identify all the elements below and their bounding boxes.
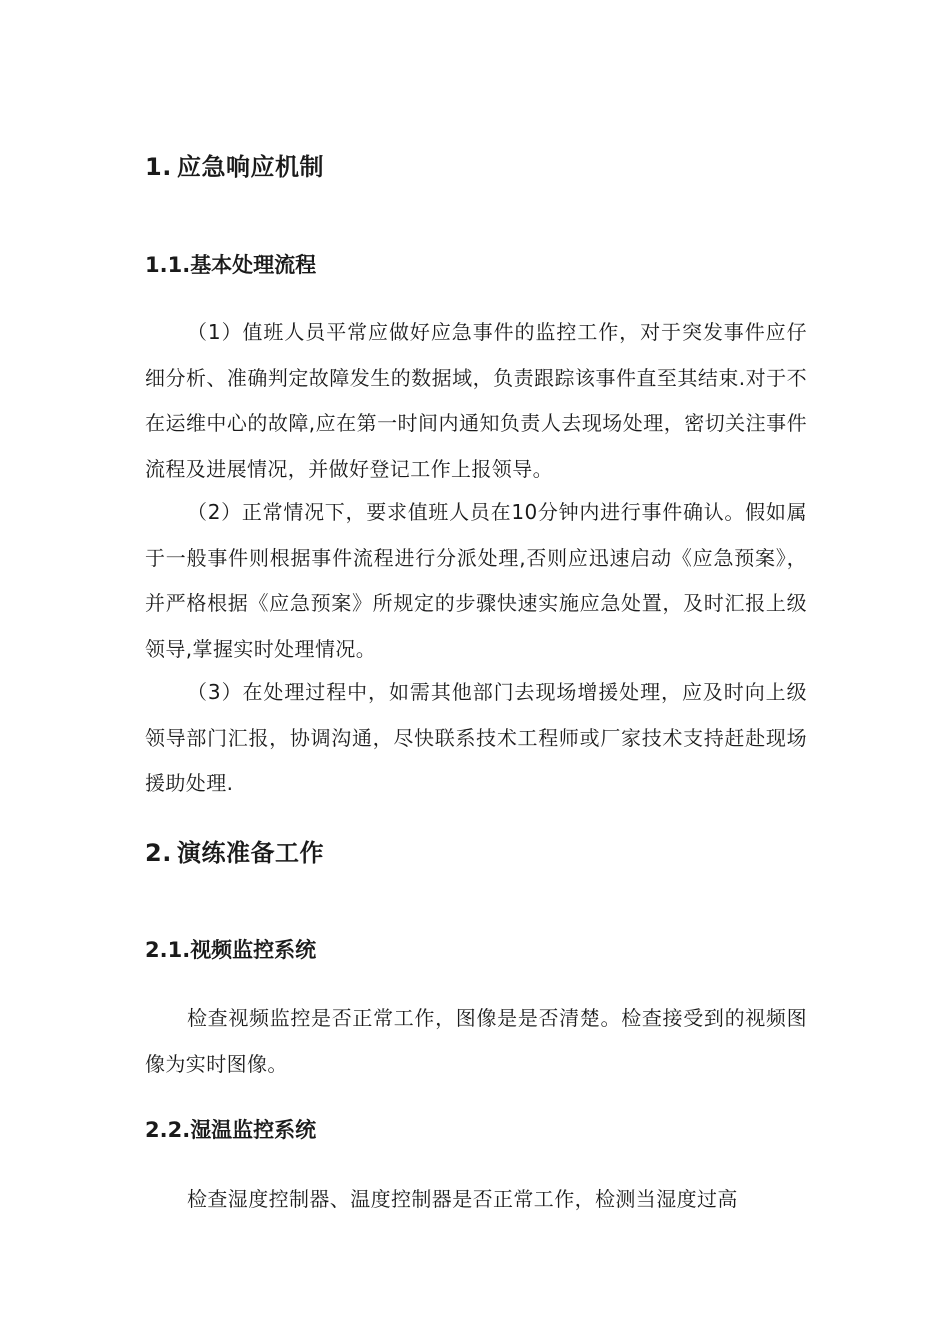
subsection-heading-2-1 [145, 935, 316, 965]
paragraph: （3）在处理过程中，如需其他部门去现场增援处理，应及时向上级领导部门汇报，协调沟通，尽快联系技术工程师或厂家技术支持赶赴现场援助处理. [145, 680, 807, 795]
subsection-number: 2.2. [145, 1118, 191, 1142]
subsection-title: 视频监控系统 [190, 938, 317, 962]
section-title: 演练准备工作 [177, 839, 324, 867]
section-title: 应急响应机制 [177, 153, 324, 181]
paragraph: 检查湿度控制器、温度控制器是否正常工作，检测当湿度过高 [187, 1187, 738, 1211]
paragraph: （1）值班人员平常应做好应急事件的监控工作，对于突发事件应仔细分析、准确判定故障发生的数据域，负责跟踪该事件直至其结束.对于不在运维中心的故障,应在第一时间内通知负责人去现场处理，密切关注事件流程及进展情况，并做好登记工作上报领导。 [145, 320, 807, 481]
section-number: 2. [145, 839, 172, 867]
subsection-heading-2-2 [145, 1115, 316, 1145]
section-heading-1 [145, 151, 324, 183]
subsection-heading-1-1 [145, 250, 316, 280]
subsection-number: 1.1. [145, 253, 191, 277]
subsection-title: 湿温监控系统 [190, 1118, 317, 1142]
paragraph: 检查视频监控是否正常工作，图像是是否清楚。检查接受到的视频图像为实时图像。 [145, 1006, 807, 1076]
section-number: 1. [145, 153, 172, 181]
subsection-number: 2.1. [145, 938, 191, 962]
paragraph: （2）正常情况下，要求值班人员在10分钟内进行事件确认。假如属于一般事件则根据事件流程进行分派处理,否则应迅速启动《应急预案》，并严格根据《应急预案》所规定的步骤快速实施应急处置，及时汇报上级领导,掌握实时处理情况。 [145, 500, 807, 661]
section-heading-2 [145, 837, 324, 869]
subsection-title: 基本处理流程 [190, 253, 317, 277]
